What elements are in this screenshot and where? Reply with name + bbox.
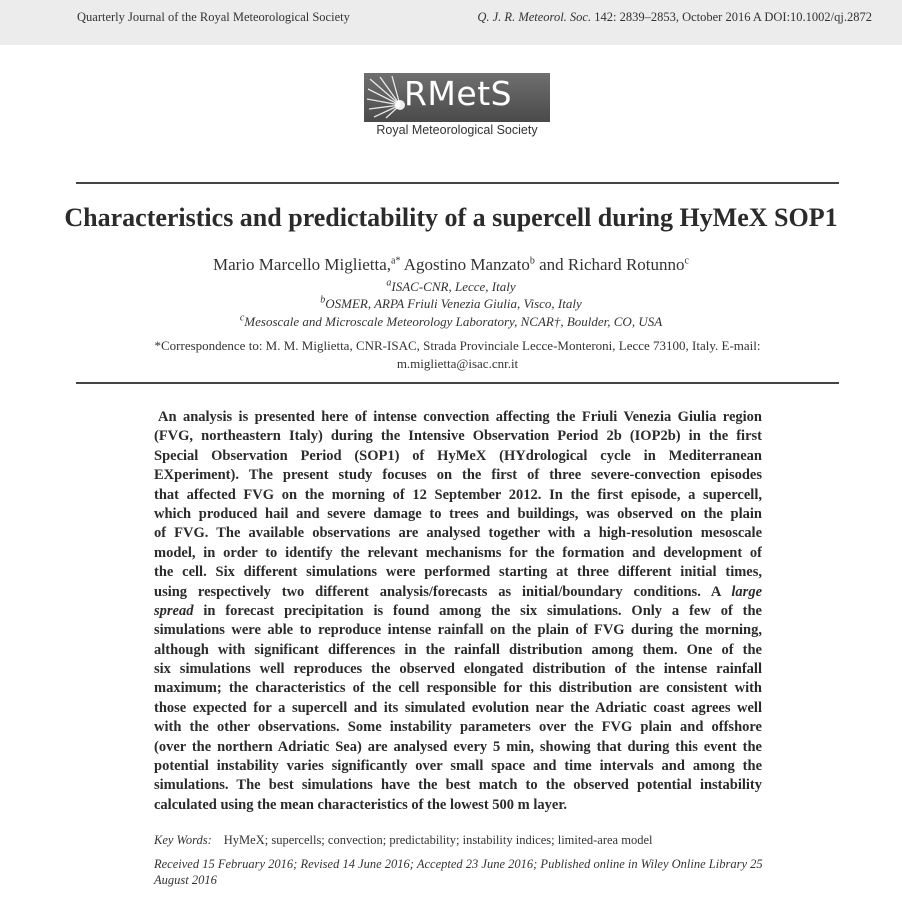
abstract-line: the cell. Six different simulations were performed starting at three different initial times, [154, 564, 762, 581]
keywords-label: Key Words: [154, 833, 212, 847]
abstract-line: simulations. The best simulations have the best match to the observed potential instability [154, 777, 762, 794]
divider-top [76, 182, 839, 184]
abstract-line: (FVG, northeastern Italy) during the Intensive Observation Period 2b (IOP2b) in the first [154, 428, 762, 445]
affiliation [0, 314, 902, 330]
author-sup: c [684, 255, 689, 267]
abstract-line: those expected for a supercell and its simulated evolution near the Adriatic coast agrees well [154, 699, 762, 716]
keywords-text: HyMeX; supercells; convection; predictability; instability indices; limited-area model [223, 833, 653, 847]
abstract-line: with the other observations. Some instability parameters over the FVG plain and offshore [154, 719, 762, 736]
divider-bottom [76, 382, 839, 384]
correspondence-line: *Correspondence to: M. M. Miglietta, CNR-ISAC, Strada Provinciale Lecce-Monteroni, Lecce 73100, Italy. E-mail: [154, 338, 761, 353]
abstract-text: using respectively two different analysis/forecasts as initial/boundary conditions. A [154, 583, 721, 600]
received-dates: Received 15 February 2016; Revised 14 June 2016; Accepted 23 June 2016; Published online in Wiley Online Library 25 August 2016 [154, 857, 763, 887]
abstract-italic: spread [154, 602, 194, 619]
correspondence [100, 337, 815, 373]
affiliation-text: Mesoscale and Microscale Meteorology Laboratory, NCAR†, Boulder, CO, USA [244, 314, 663, 329]
abstract-line: EXperiment). The present study focuses on the first of three severe-convection episodes [154, 467, 762, 484]
author-name: and Richard Rotunno [534, 255, 685, 274]
affiliation [0, 279, 902, 295]
abstract-line: Special Observation Period (SOP1) of HyMeX (HYdrological cycle in Mediterranean [154, 447, 762, 464]
author-name: Agostino Manzato [400, 255, 530, 274]
affiliation-text: OSMER, ARPA Friuli Venezia Giulia, Visco, Italy [325, 296, 582, 311]
abstract-text: in forecast precipitation is found among the six simulations. Only a few of the [203, 602, 762, 619]
author-list [0, 255, 902, 275]
citation-journal: Q. J. R. Meteorol. Soc. [477, 10, 592, 24]
abstract-line: calculated using the mean characteristics of the lowest 500 m layer. [154, 796, 568, 813]
abstract-line: which produced hail and severe damage to trees and buildings, was observed on the plain [154, 505, 762, 522]
author-sup: b [529, 255, 535, 267]
abstract-italic: large [731, 583, 762, 600]
journal-name: Quarterly Journal of the Royal Meteorological Society [77, 10, 350, 24]
abstract [154, 408, 762, 815]
abstract-line: potential instability varies significantly over small space and time intervals and among the [154, 758, 762, 775]
affiliation-sup: c [239, 312, 245, 324]
abstract-line: An analysis is presented here of intense convection affecting the Friuli Venezia Giulia region [158, 409, 762, 425]
abstract-line: simulations were able to reproduce intense rainfall on the plain of FVG during the morning, [154, 622, 762, 639]
abstract-line-mixed [154, 602, 762, 621]
keywords [154, 833, 652, 848]
abstract-line: (over the northern Adriatic Sea) are analysed every 5 min, showing that during this event the [154, 738, 762, 755]
abstract-line: of FVG. The available observations are analysed together with a high-resolution mesoscale [154, 525, 762, 542]
correspondence-email: m.miglietta@isac.cnr.it [396, 356, 519, 371]
affiliation-text: ISAC-CNR, Lecce, Italy [391, 279, 516, 294]
abstract-line: that affected FVG on the morning of 12 September 2012. In the first episode, a supercell, [154, 486, 762, 503]
logo-subtitle: Royal Meteorological Society [376, 123, 538, 137]
header-bar [0, 0, 902, 45]
abstract-line-mixed [154, 583, 762, 602]
abstract-line: model, in order to identify the relevant mechanisms for the formation and development of [154, 544, 762, 561]
citation-details: 142: 2839–2853, October 2016 A DOI:10.1002/qj.2872 [594, 10, 872, 24]
affiliation [0, 296, 902, 312]
affiliation-sup: b [320, 294, 326, 306]
author-sup: a* [391, 255, 401, 267]
affiliation-sup: a [386, 277, 392, 289]
citation [477, 10, 872, 25]
abstract-line: although with significant differences in the rainfall distribution among them. One of the [154, 641, 762, 658]
logo-wordmark: RMetS [404, 74, 513, 113]
abstract-line: maximum; the characteristics of the cell responsible for this distribution are consistent with [154, 680, 762, 697]
author-name: Mario Marcello Miglietta, [213, 255, 391, 274]
abstract-line: six simulations well reproduces the observed elongated distribution of the intense rainfall [154, 661, 762, 678]
paper-title: Characteristics and predictability of a supercell during HyMeX SOP1 [64, 203, 838, 232]
